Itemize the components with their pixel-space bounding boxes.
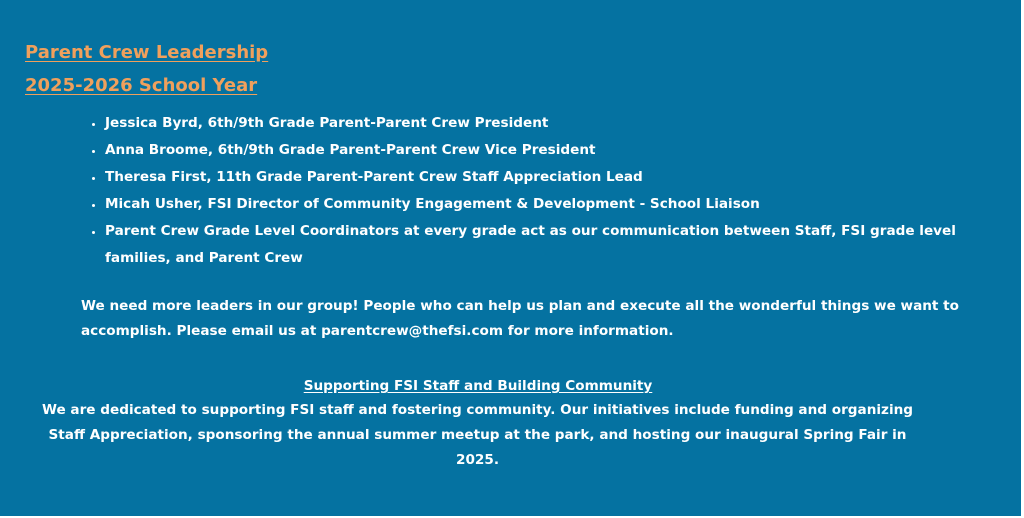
leadership-list [85, 110, 975, 272]
recruitment-paragraph: We need more leaders in our group! People who can help us plan and execute all the wonderful things we want to accomplish. Please email us at parentcrew@thefsi.com for more information. [81, 298, 960, 339]
page-title: Parent Crew Leadership [25, 42, 269, 63]
support-heading: Supporting FSI Staff and Building Community [303, 378, 653, 394]
list-item: • Anna Broome, 6th/9th Grade Parent-Parent Crew Vice President [105, 137, 975, 164]
school-year-heading: 2025-2026 School Year [25, 75, 258, 96]
list-item: • Micah Usher, FSI Director of Community Engagement & Development - School Liaison [105, 191, 975, 218]
list-item: • Jessica Byrd, 6th/9th Grade Parent-Parent Crew President [105, 110, 975, 137]
list-item: • Theresa First, 11th Grade Parent-Parent Crew Staff Appreciation Lead [105, 164, 975, 191]
support-paragraph: We are dedicated to supporting FSI staff and fostering community. Our initiatives include funding and organizing Staff Appreciation, sponsoring the annual summer meetup at the park, and hosting our inaugural Spring Fair in 2025. [41, 402, 914, 468]
list-item: • Parent Crew Grade Level Coordinators at every grade act as our communication between Staff, FSI grade level families, and Parent Crew [105, 218, 975, 272]
